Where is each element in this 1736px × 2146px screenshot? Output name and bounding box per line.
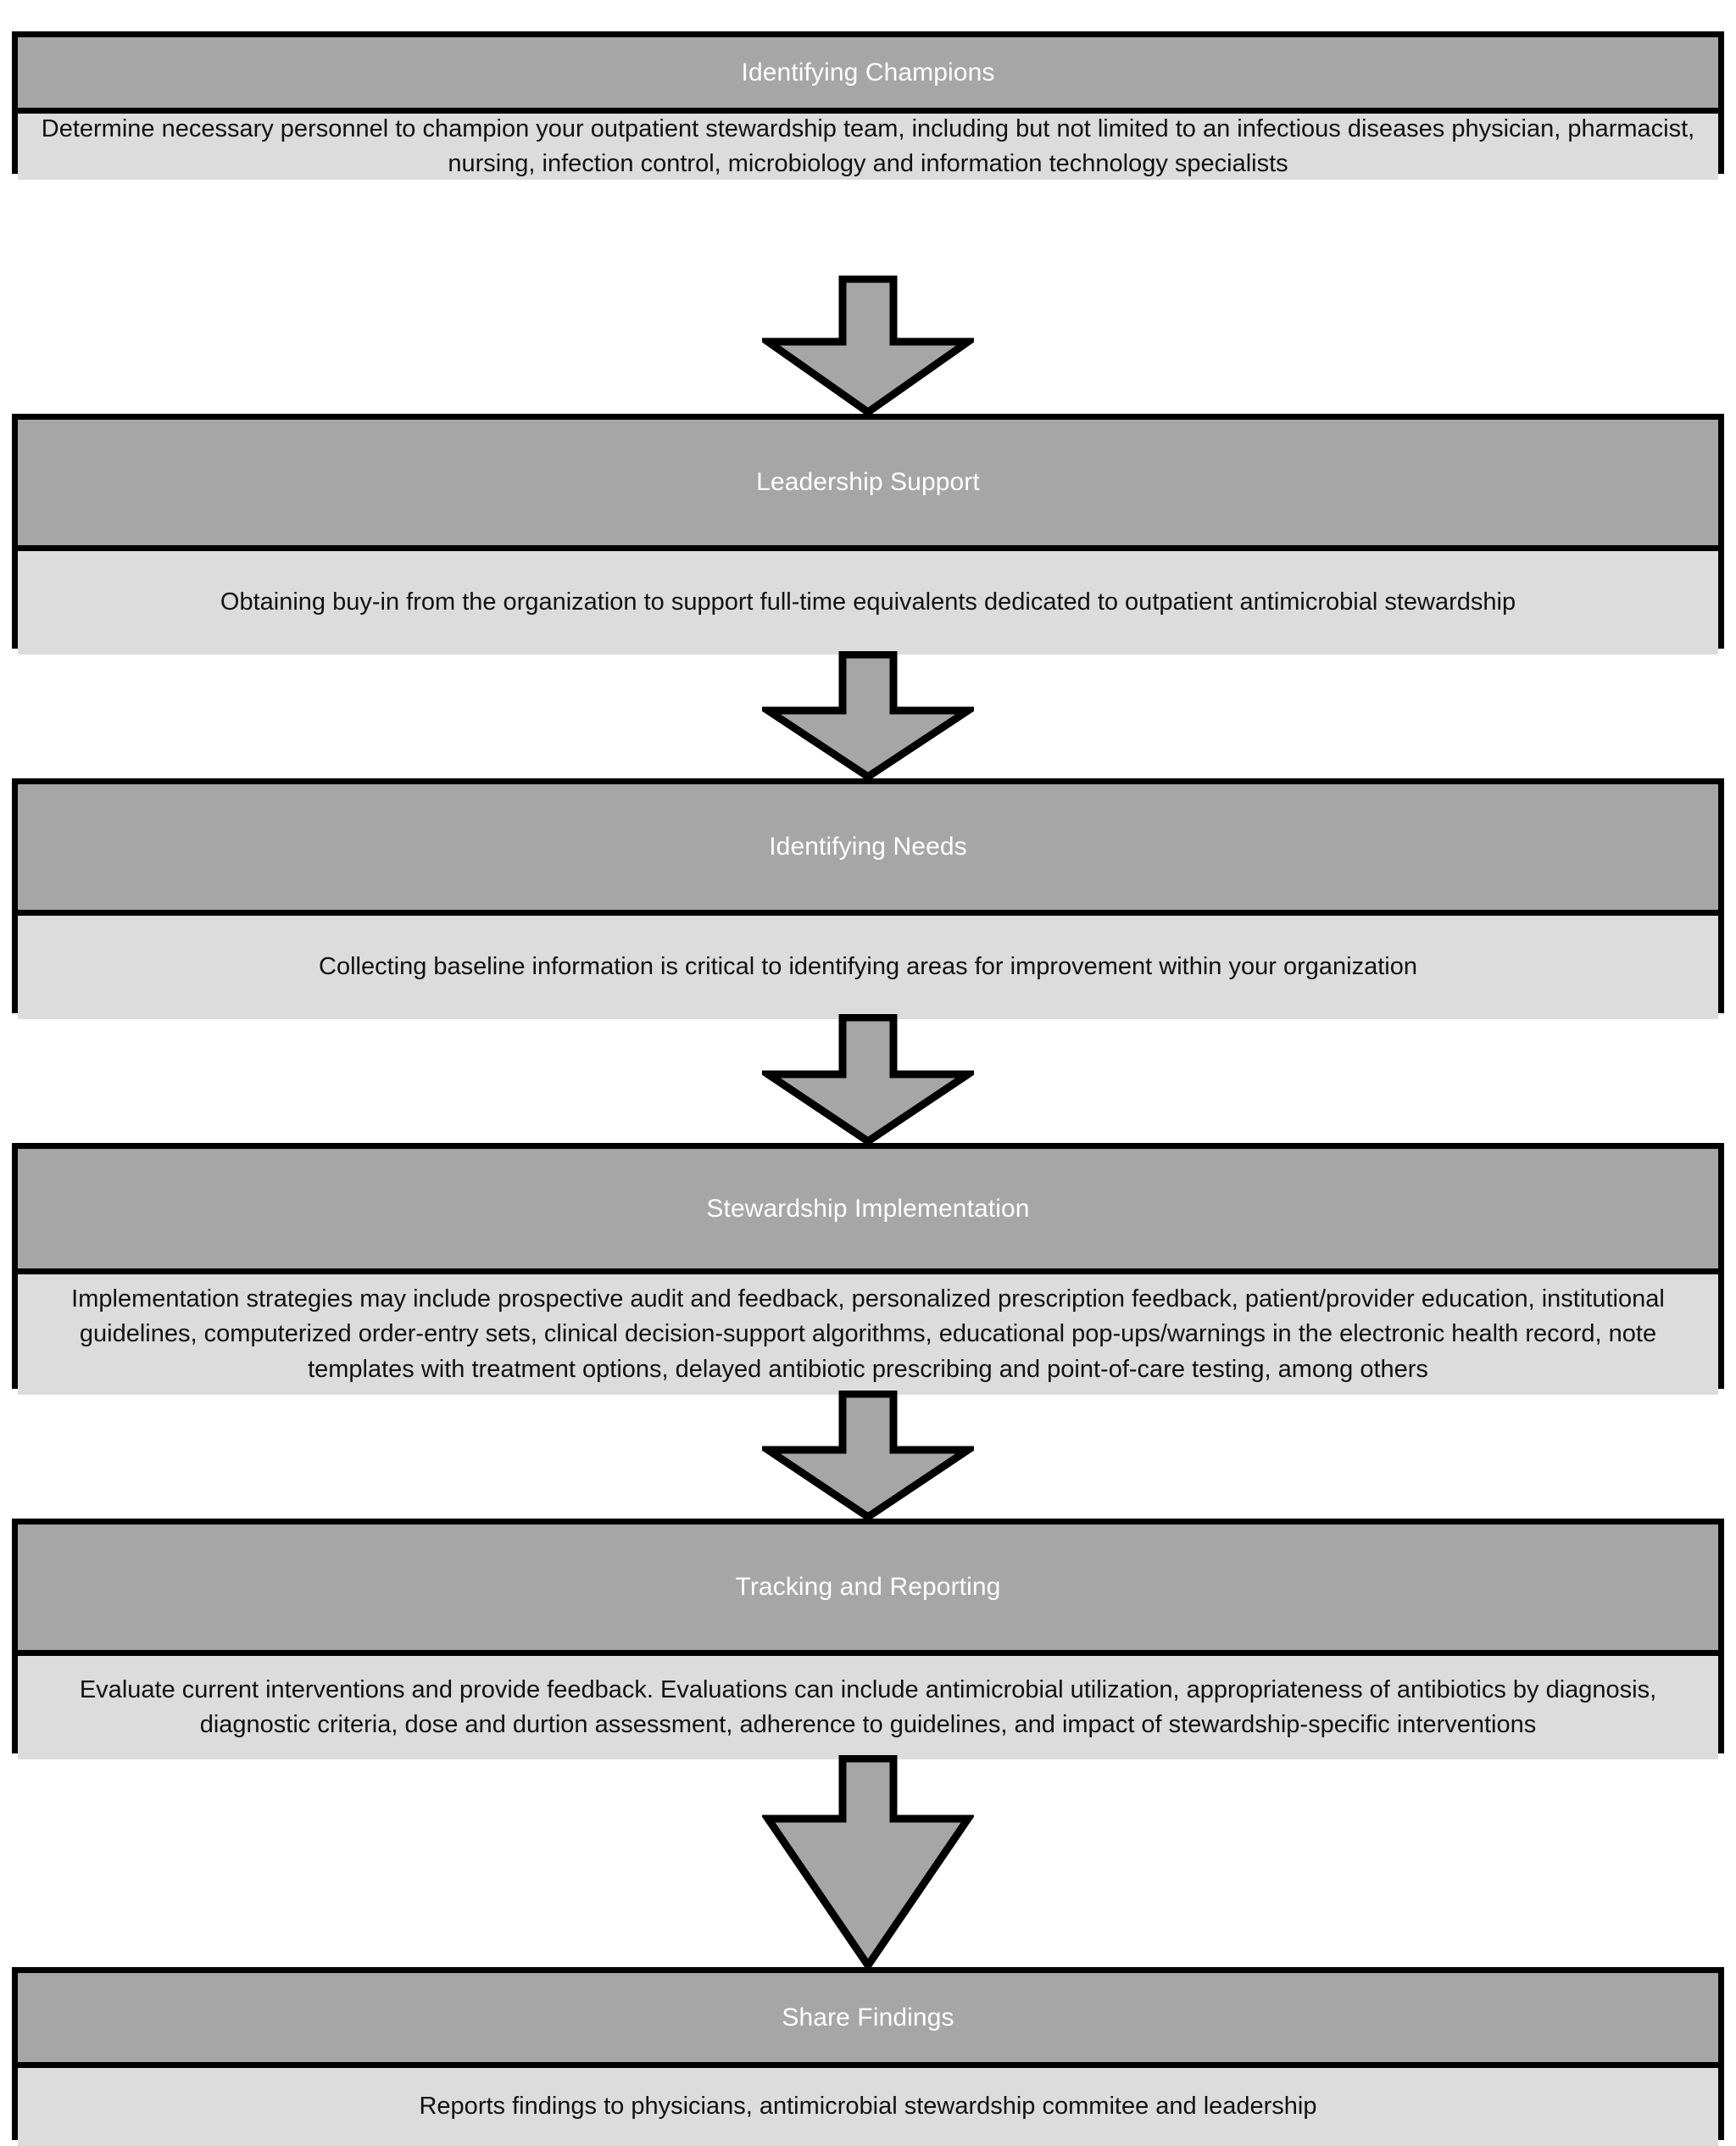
- stage-header-identifying-champions: [18, 37, 1718, 114]
- stage-description: Obtaining buy-in from the organization to support full-time equivalents dedicated to outpatient antimicrobial stewardship: [220, 588, 1516, 616]
- stage-title: Identifying Needs: [769, 833, 967, 861]
- stage-description: Evaluate current interventions and provide feedback. Evaluations can include antimicrobial utilization, appropriateness of antibiotics by diagnosis, diagnostic criteria, dose and durtion assessment, adherence to guidelines, and impact of stewardship-specific interventions: [79, 1675, 1657, 1738]
- stage-header-identifying-needs: [18, 784, 1718, 916]
- stage-body-share-findings: [18, 2068, 1718, 2146]
- flow-stage-stewardship-implementation: [12, 1143, 1724, 1389]
- down-arrow-icon-5: [762, 1755, 974, 1969]
- stage-title: Leadership Support: [756, 468, 980, 496]
- stage-title: Identifying Champions: [741, 58, 995, 86]
- stage-title: Share Findings: [782, 2003, 954, 2032]
- stage-title: Stewardship Implementation: [706, 1194, 1030, 1223]
- stage-header-tracking-and-reporting: [18, 1524, 1718, 1656]
- stage-body-tracking-and-reporting: [18, 1656, 1718, 1759]
- stage-body-identifying-champions: [18, 114, 1718, 180]
- flow-stage-identifying-needs: [12, 778, 1724, 1013]
- down-arrow-icon-1: [762, 276, 974, 415]
- flow-stage-leadership-support: [12, 414, 1724, 649]
- stage-description: Collecting baseline information is critical to identifying areas for improvement within your organization: [319, 953, 1417, 981]
- stage-body-identifying-needs: [18, 916, 1718, 1019]
- stage-header-leadership-support: [18, 420, 1718, 551]
- flow-stage-identifying-champions: [12, 31, 1724, 177]
- stage-header-share-findings: [18, 1973, 1718, 2068]
- flow-stage-share-findings: [12, 1967, 1724, 2140]
- stage-description: Reports findings to physicians, antimicrobial stewardship commitee and leadership: [419, 2093, 1317, 2121]
- stage-title: Tracking and Reporting: [735, 1573, 1001, 1601]
- stage-description: Determine necessary personnel to champion your outpatient stewardship team, including but not limited to an infectious diseases physician, pharmacist, nursing, infection control, microbiology and information technology specialists: [41, 114, 1695, 177]
- stage-body-stewardship-implementation: [18, 1274, 1718, 1395]
- flow-stage-tracking-and-reporting: [12, 1519, 1724, 1753]
- down-arrow-icon-3: [762, 1014, 974, 1145]
- stage-body-leadership-support: [18, 551, 1718, 655]
- down-arrow-icon-2: [762, 651, 974, 780]
- stage-header-stewardship-implementation: [18, 1149, 1718, 1274]
- stage-description: Implementation strategies may include prospective audit and feedback, personalized prescription feedback, patient/provider education, institutional guidelines, computerized order-entry sets, clinical decision-support algorithms, educational pop-ups/warnings in the electronic health record, note templates with treatment options, delayed antibiotic prescribing and point-of-care testing, among others: [71, 1285, 1665, 1383]
- down-arrow-icon-4: [762, 1391, 974, 1520]
